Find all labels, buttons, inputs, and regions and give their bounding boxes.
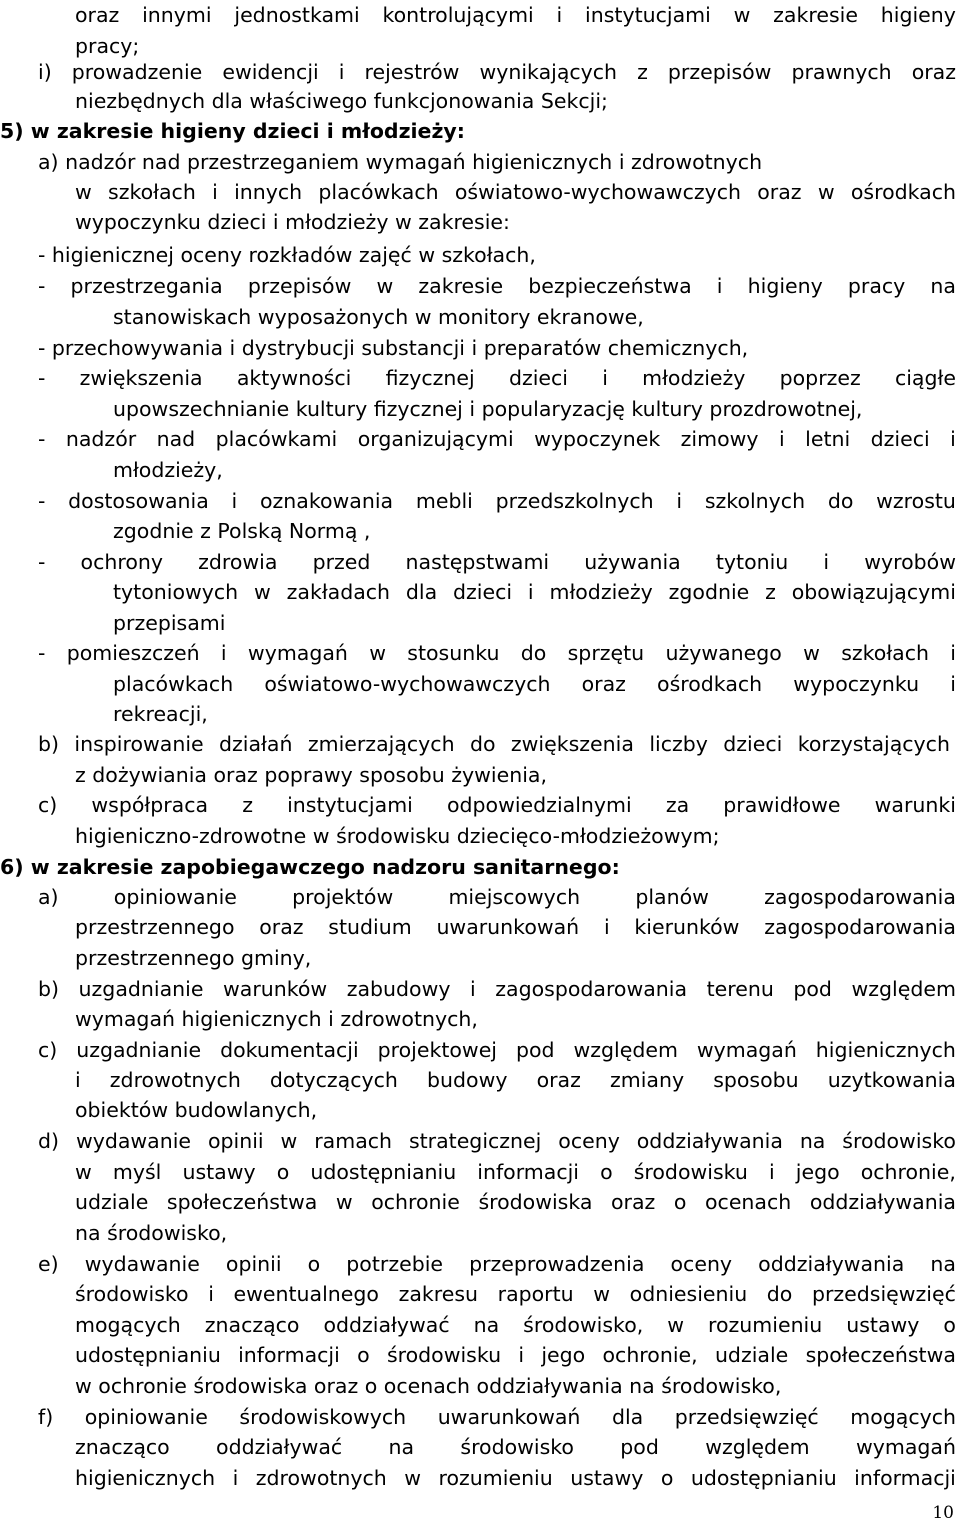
text-line: i zdrowotnych dotyczących budowy oraz zmiany sposobu uzytkowania xyxy=(75,1068,956,1092)
text-line: niezbędnych dla właściwego funkcjonowania Sekcji; xyxy=(75,89,608,113)
text-line: higienicznych i zdrowotnych w rozumieniu ustawy o udostępnianiu informacji xyxy=(75,1466,956,1490)
text-line: f) opiniowanie środowiskowych uwarunkowań dla przedsięwzięć mogących xyxy=(38,1405,956,1429)
text-line: - zwiększenia aktywności fizycznej dzieci i młodzieży poprzez ciągłe xyxy=(38,366,956,390)
text-line: e) wydawanie opinii o potrzebie przeprowadzenia oceny oddziaływania na xyxy=(38,1252,956,1276)
text-line: udziale społeczeństwa w ochronie środowiska oraz o ocenach oddziaływania xyxy=(75,1190,956,1214)
text-line: przepisami xyxy=(113,611,226,635)
text-line: zgodnie z Polską Normą , xyxy=(113,519,371,543)
text-line: c) uzgadnianie dokumentacji projektowej pod względem wymagań higienicznych xyxy=(38,1038,956,1062)
text-line: środowisko i ewentualnego zakresu raportu w odniesieniu do przedsięwzięć xyxy=(75,1282,956,1306)
text-line: - przechowywania i dystrybucji substancji i preparatów chemicznych, xyxy=(38,336,749,360)
text-line: i) prowadzenie ewidencji i rejestrów wynikających z przepisów prawnych oraz xyxy=(38,60,956,84)
text-line: - pomieszczeń i wymagań w stosunku do sprzętu używanego w szkołach i xyxy=(38,641,956,665)
text-line: w ochronie środowiska oraz o ocenach oddziaływania na środowisko, xyxy=(75,1374,782,1398)
text-line: pracy; xyxy=(75,34,140,58)
text-line: - ochrony zdrowia przed następstwami używania tytoniu i wyrobów xyxy=(38,550,956,574)
page-number: 10 xyxy=(932,1503,954,1523)
text-line: stanowiskach wyposażonych w monitory ekranowe, xyxy=(113,305,644,329)
text-line: w myśl ustawy o udostępnianiu informacji o środowisku i jego ochronie, xyxy=(75,1160,956,1184)
text-line: na środowisko, xyxy=(75,1221,228,1245)
text-line: mogących znacząco oddziaływać na środowisko, w rozumieniu ustawy o xyxy=(75,1313,956,1337)
text-line: b) inspirowanie działań zmierzających do zwiększenia liczby dzieci korzystających xyxy=(38,732,950,756)
text-line: wymagań higienicznych i zdrowotnych, xyxy=(75,1007,478,1031)
text-line: wypoczynku dzieci i młodzieży w zakresie: xyxy=(75,210,510,234)
text-line: udostępnianiu informacji o środowisku i jego ochronie, udziale społeczeństwa xyxy=(75,1343,956,1367)
text-line: rekreacji, xyxy=(113,702,208,726)
text-line: z dożywiania oraz poprawy sposobu żywienia, xyxy=(75,763,548,787)
text-line: 6) w zakresie zapobiegawczego nadzoru sanitarnego: xyxy=(0,855,620,879)
text-line: przestrzennego oraz studium uwarunkowań i kierunków zagospodarowania xyxy=(75,915,956,939)
text-line: placówkach oświatowo-wychowawczych oraz ośrodkach wypoczynku i xyxy=(113,672,956,696)
text-line: c) współpraca z instytucjami odpowiedzialnymi za prawidłowe warunki xyxy=(38,793,956,817)
text-line: znacząco oddziaływać na środowisko pod względem wymagań xyxy=(75,1435,956,1459)
text-line: 5) w zakresie higieny dzieci i młodzieży: xyxy=(0,119,465,143)
text-line: - nadzór nad placówkami organizującymi wypoczynek zimowy i letni dzieci i xyxy=(38,427,956,451)
text-line: d) wydawanie opinii w ramach strategicznej oceny oddziaływania na środowisko xyxy=(38,1129,956,1153)
text-line: przestrzennego gminy, xyxy=(75,946,312,970)
text-line: - dostosowania i oznakowania mebli przedszkolnych i szkolnych do wzrostu xyxy=(38,489,956,513)
text-line: b) uzgadnianie warunków zabudowy i zagospodarowania terenu pod względem xyxy=(38,977,956,1001)
text-line: - przestrzegania przepisów w zakresie bezpieczeństwa i higieny pracy na xyxy=(38,274,956,298)
text-line: a) opiniowanie projektów miejscowych planów zagospodarowania xyxy=(38,885,956,909)
text-line: upowszechnianie kultury fizycznej i popularyzację kultury prozdrowotnej, xyxy=(113,397,863,421)
text-line: w szkołach i innych placówkach oświatowo-wychowawczych oraz w ośrodkach xyxy=(75,180,956,204)
text-line: obiektów budowlanych, xyxy=(75,1098,318,1122)
text-line: higieniczno-zdrowotne w środowisku dziecięco-młodzieżowym; xyxy=(75,824,720,848)
text-line: - higienicznej oceny rozkładów zajęć w szkołach, xyxy=(38,243,536,267)
text-line: tytoniowych w zakładach dla dzieci i młodzieży zgodnie z obowiązującymi xyxy=(113,580,956,604)
text-line: oraz innymi jednostkami kontrolującymi i instytucjami w zakresie higieny xyxy=(75,3,956,27)
text-line: młodzieży, xyxy=(113,458,223,482)
text-line: a) nadzór nad przestrzeganiem wymagań higienicznych i zdrowotnych xyxy=(38,150,763,174)
